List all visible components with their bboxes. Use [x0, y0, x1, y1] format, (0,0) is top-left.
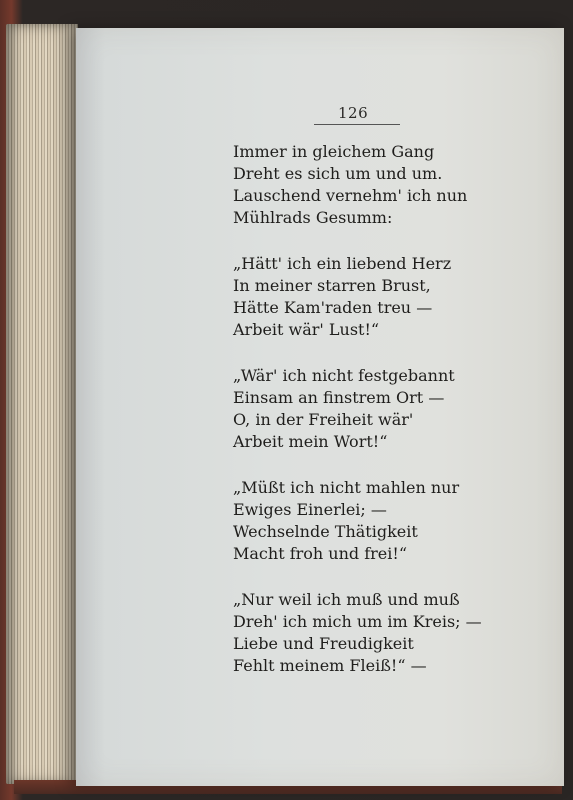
poem	[233, 141, 533, 701]
page-header	[76, 104, 564, 134]
header-rule	[314, 124, 400, 125]
poem-line: Einsam an finstrem Ort —	[233, 388, 445, 407]
poem-line: Fehlt meinem Fleiß!“ —	[233, 656, 427, 675]
poem-line: Dreht es sich um und um.	[233, 164, 443, 183]
stanza-2	[233, 253, 533, 341]
poem-line: Liebe und Freudigkeit	[233, 634, 414, 653]
poem-line: „Hätt' ich ein liebend Herz	[233, 254, 452, 273]
poem-line: Dreh' ich mich um im Kreis; —	[233, 612, 482, 631]
stanza-3	[233, 365, 533, 453]
stanza-1	[233, 141, 533, 229]
poem-line: Lauschend vernehm' ich nun	[233, 186, 468, 205]
poem-line: Immer in gleichem Gang	[233, 142, 435, 161]
poem-line: Hätte Kam'raden treu —	[233, 298, 433, 317]
poem-line: Macht froh und frei!“	[233, 544, 407, 563]
poem-line: „Nur weil ich muß und muß	[233, 590, 460, 609]
poem-line: „Wär' ich nicht festgebannt	[233, 366, 455, 385]
stanza-4	[233, 477, 533, 565]
page-number: 126	[338, 104, 369, 122]
poem-line: „Müßt ich nicht mahlen nur	[233, 478, 460, 497]
page-edges	[6, 24, 78, 784]
poem-line: Wechselnde Thätigkeit	[233, 522, 418, 541]
poem-line: Arbeit wär' Lust!“	[233, 320, 380, 339]
stanza-5	[233, 589, 533, 677]
poem-line: Mühlrads Gesumm:	[233, 208, 393, 227]
book-page	[76, 28, 564, 786]
poem-line: Arbeit mein Wort!“	[233, 432, 388, 451]
poem-line: Ewiges Einerlei; —	[233, 500, 387, 519]
poem-line: O, in der Freiheit wär'	[233, 410, 414, 429]
poem-line: In meiner starren Brust,	[233, 276, 431, 295]
